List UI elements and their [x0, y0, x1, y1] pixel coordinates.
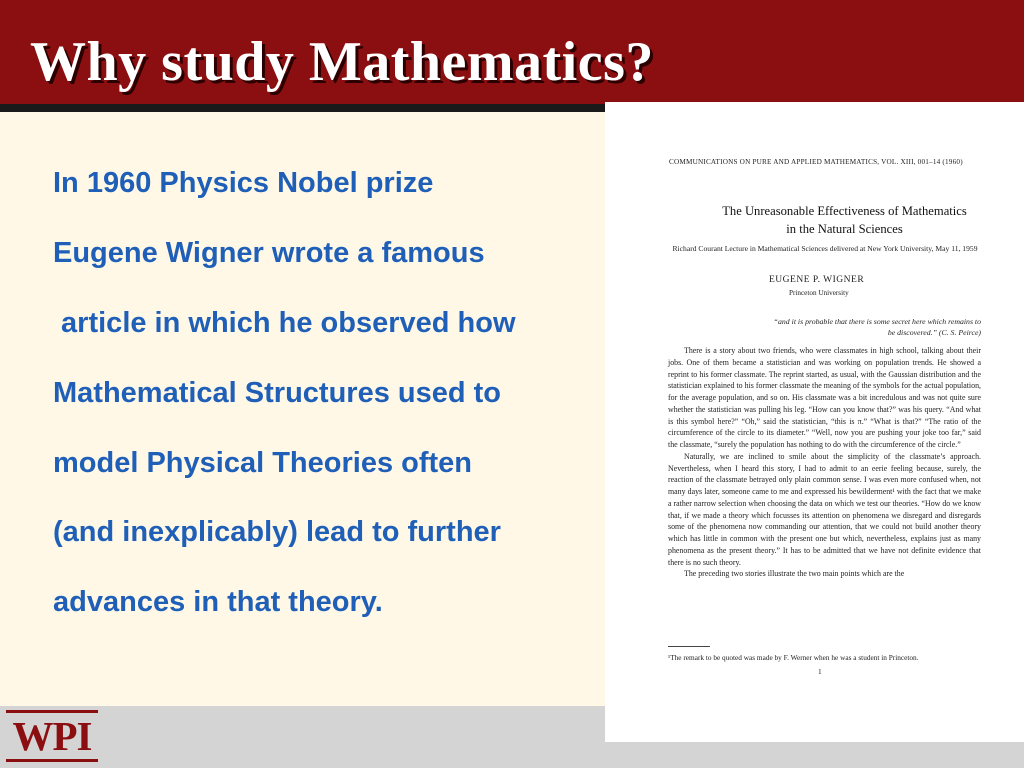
wpi-logo [6, 710, 98, 762]
paper-image [605, 102, 1024, 742]
paper-lecture-note: Richard Courant Lecture in Mathematical Sciences delivered at New York University, May 11, 1959 [672, 244, 978, 253]
paper-affiliation: Princeton University [789, 289, 849, 297]
paper-title-line1: The Unreasonable Effectiveness of Mathematics [722, 204, 967, 218]
body-line: advances in that theory. [53, 586, 383, 618]
paper-author: EUGENE P. WIGNER [769, 275, 865, 285]
paper-page-number: 1 [818, 667, 822, 676]
paper-journal-header: COMMUNICATIONS ON PURE AND APPLIED MATHEMATICS, VOL. XIII, 001–14 (1960) [669, 158, 963, 166]
slide-title: Why study Mathematics? [30, 31, 654, 93]
logo-text: WPI [12, 713, 92, 759]
paper-title-line2: in the Natural Sciences [786, 222, 903, 236]
paper-footnote-rule [668, 646, 710, 647]
slide-header [0, 0, 1024, 104]
body-line: Mathematical Structures used to [53, 377, 501, 409]
paper-paragraph: The preceding two stories illustrate the two main points which are the [684, 569, 905, 579]
paper-body [668, 345, 981, 580]
content-panel [0, 112, 610, 706]
body-line: model Physical Theories often [53, 447, 472, 479]
paper-paragraph: There is a story about two friends, who were classmates in high school, talking about their jobs. One of them became a statistician and was working on population trends. He showed a reprint to his former classmate. The reprint started, as usual, with the Gaussian distribution and the statistician explained to his former classmate the meaning of the symbols for the actual population, for the average population, and so on. His classmate was a bit incredulous and was not quite sure whether the statistician was pulling his leg. “How can you know that?” was his query. “And what is this symbol here?” “Oh,” said the statistician, “this is π.” “What is that?” “The ratio of the circumference of the circle to its diameter.” “Well, now you are pushing your joke too far,” said the classmate, “surely the population has nothing to do with the circumference of the circle.” [668, 346, 981, 449]
body-line: (and inexplicably) lead to further [53, 516, 501, 548]
body-line: article in which he observed how [53, 307, 516, 339]
paper-footnote: ¹The remark to be quoted was made by F. Werner when he was a student in Princeton. [668, 653, 919, 662]
paper-paragraph: Naturally, we are inclined to smile about the simplicity of the classmate’s approach. Nevertheless, when I heard this story, I had to admit to an eerie feeling because, surely, the reaction of the classmate betrayed only plain common sense. I was even more confused when, not many days later, someone came to me and expressed his bewilderment¹ with the fact that we make a rather narrow selection when choosing the data on which we test our theories. “How do we know that, if we made a theory which focusses its attention on phenomena we disregard and disregards some of the phenomena now commanding our attention, that we could not build another theory which has little in common with the present one but which, nevertheless, explains just as many phenomena as the present theory.” It has to be admitted that we have not definite evidence that there is no such theory. [668, 451, 981, 567]
paper-epigraph: “and it is probable that there is some secret here which remains to be discovered.” (C. S. Peirce) [773, 317, 981, 337]
logo-rule-bottom [6, 759, 98, 762]
body-line: Eugene Wigner wrote a famous [53, 237, 485, 269]
body-line: In 1960 Physics Nobel prize [53, 167, 434, 199]
